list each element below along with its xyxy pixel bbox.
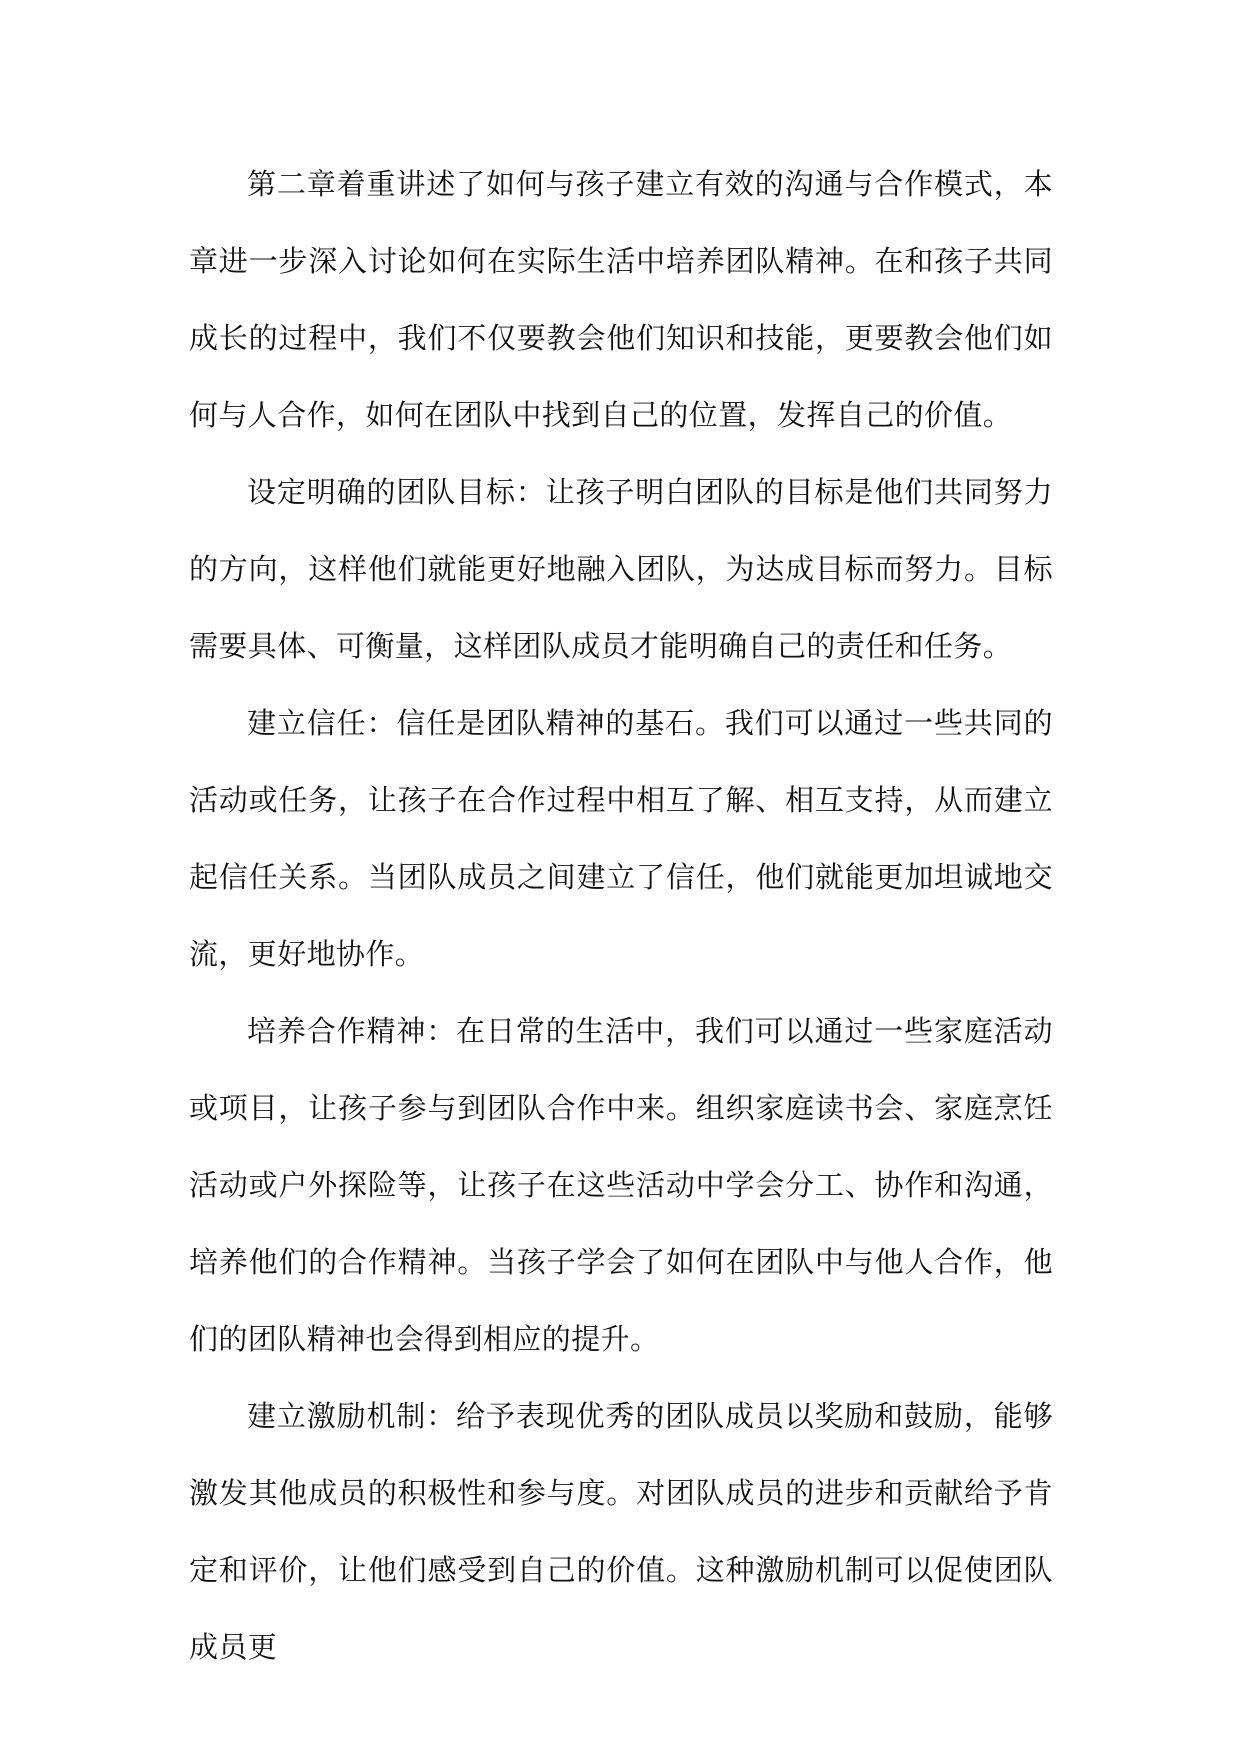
paragraph-chapter-intro: 第二章着重讲述了如何与孩子建立有效的沟通与合作模式，本章进一步深入讨论如何在实际生活中培养团队精神。在和孩子共同成长的过程中，我们不仅要教会他们知识和技能，更要教会他们如何与人合作，如何在团队中找到自己的位置，发挥自己的价值。: [189, 167, 1053, 432]
paragraph-build-trust: 建立信任：信任是团队精神的基石。我们可以通过一些共同的活动或任务，让孩子在合作过程中相互了解、相互支持，从而建立起信任关系。当团队成员之间建立了信任，他们就能更加坦诚地交流，更好地协作。: [189, 706, 1053, 971]
document-body: [189, 146, 1053, 1686]
paragraph-team-goals: 设定明确的团队目标：让孩子明白团队的目标是他们共同努力的方向，这样他们就能更好地融入团队，为达成目标而努力。目标需要具体、可衡量，这样团队成员才能明确自己的责任和任务。: [189, 475, 1053, 663]
paragraph-cooperation-spirit: 培养合作精神：在日常的生活中，我们可以通过一些家庭活动或项目，让孩子参与到团队合作中来。组织家庭读书会、家庭烹饪活动或户外探险等，让孩子在这些活动中学会分工、协作和沟通，培养他们的合作精神。当孩子学会了如何在团队中与他人合作，他们的团队精神也会得到相应的提升。: [189, 1014, 1053, 1356]
paragraph-incentive-mechanism: 建立激励机制：给予表现优秀的团队成员以奖励和鼓励，能够激发其他成员的积极性和参与度。对团队成员的进步和贡献给予肯定和评价，让他们感受到自己的价值。这种激励机制可以促使团队成员更: [189, 1399, 1053, 1664]
